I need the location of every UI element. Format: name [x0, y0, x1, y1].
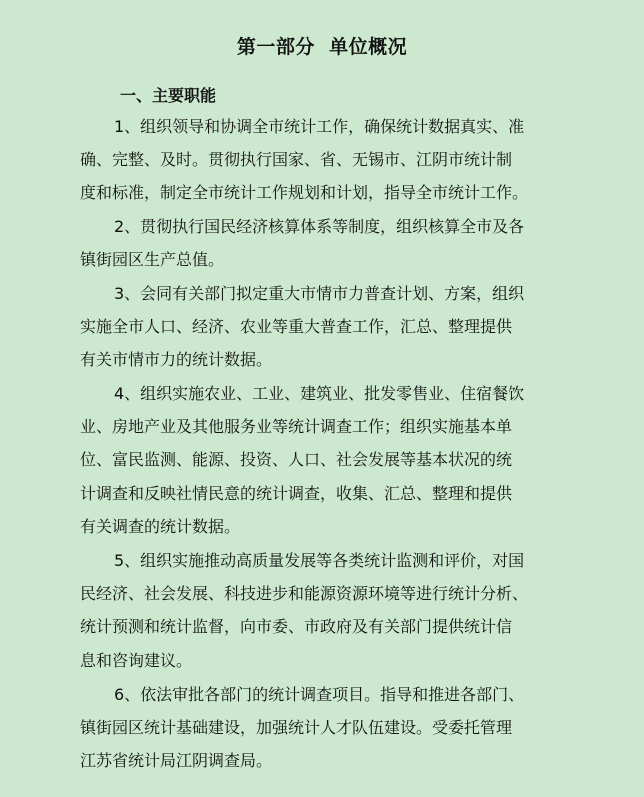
text-line: 2、贯彻执行国民经济核算体系等制度，组织核算全市及各	[114, 217, 525, 236]
text-line: 确、完整、及时。贯彻执行国家、省、无锡市、江阴市统计制	[80, 150, 513, 169]
text-line: 位、富民监测、能源、投资、人口、社会发展等基本状况的统	[80, 450, 513, 469]
page-title: 第一部分 单位概况	[236, 36, 408, 58]
text-line: 镇街园区统计基础建设，加强统计人才队伍建设。受委托管理	[80, 718, 513, 737]
text-line: 1、组织领导和协调全市统计工作，确保统计数据真实、准	[114, 117, 525, 136]
text-line: 有关市情市力的统计数据。	[80, 350, 273, 369]
text-line: 息和咨询建议。	[80, 651, 193, 670]
text-line: 计调查和反映社情民意的统计调查，收集、汇总、整理和提供	[80, 484, 513, 503]
section-heading: 一、主要职能	[120, 86, 217, 105]
text-line: 3、会同有关部门拟定重大市情市力普查计划、方案，组织	[114, 284, 525, 303]
text-line: 业、房地产业及其他服务业等统计调查工作；组织实施基本单	[80, 417, 513, 436]
text-line: 6、依法审批各部门的统计调查项目。指导和推进各部门、	[114, 685, 525, 704]
text-line: 4、组织实施农业、工业、建筑业、批发零售业、住宿餐饮	[114, 384, 525, 403]
text-line: 有关调查的统计数据。	[80, 517, 241, 536]
text-line: 镇街园区生产总值。	[80, 250, 225, 269]
text-line: 江苏省统计局江阴调查局。	[80, 751, 273, 770]
text-line: 民经济、社会发展、科技进步和能源资源环境等进行统计分析、	[80, 584, 529, 603]
text-line: 统计预测和统计监督，向市委、市政府及有关部门提供统计信	[80, 617, 513, 636]
text-line: 度和标准，制定全市统计工作规划和计划，指导全市统计工作。	[80, 183, 529, 202]
text-line: 实施全市人口、经济、农业等重大普查工作，汇总、整理提供	[80, 317, 513, 336]
text-line: 5、组织实施推动高质量发展等各类统计监测和评价，对国	[114, 551, 525, 570]
